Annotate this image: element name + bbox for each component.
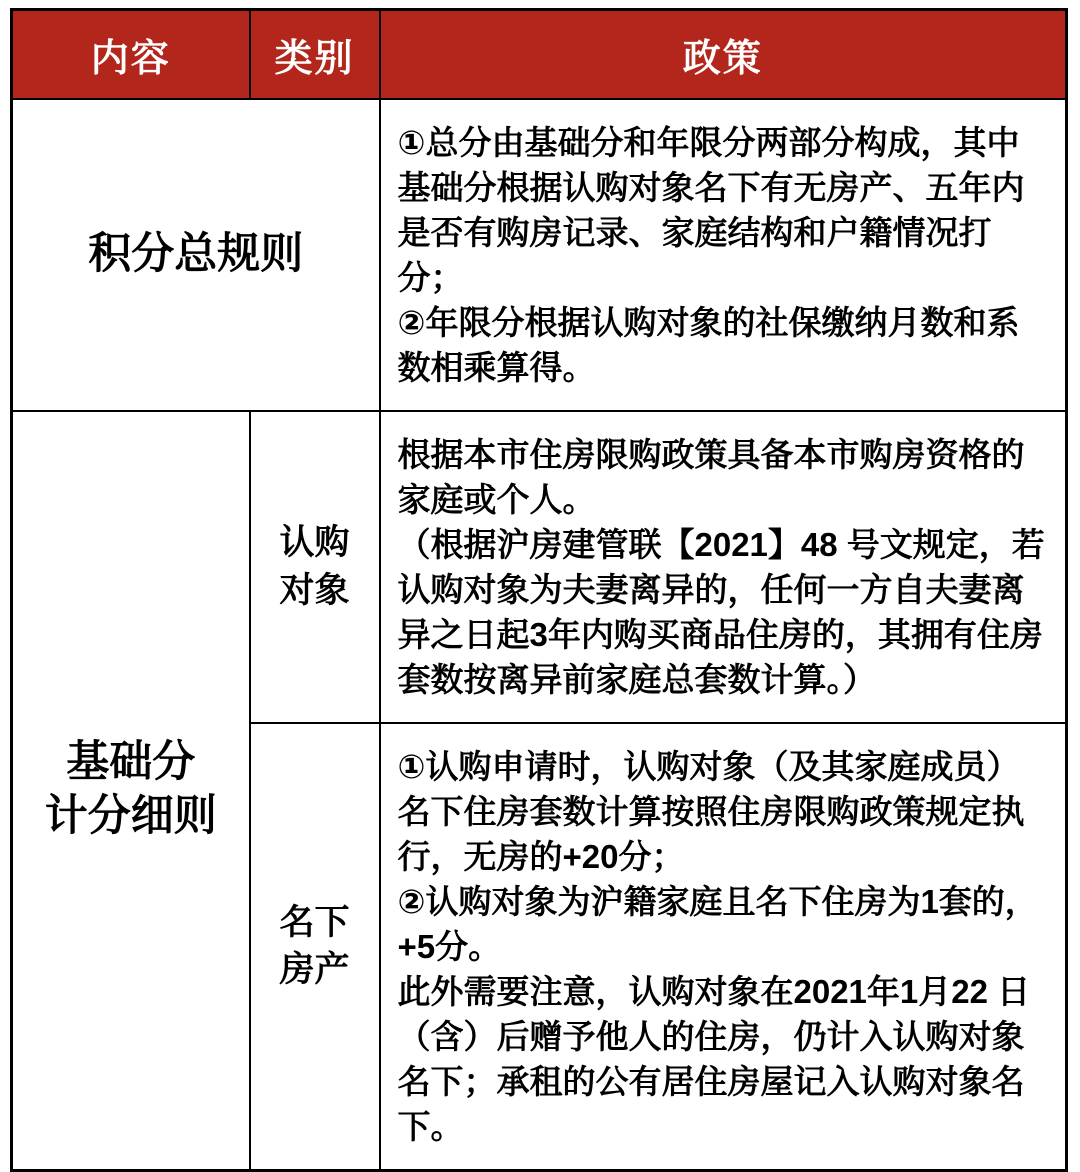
cell-base-score-title (12, 411, 250, 1171)
policy-paragraph: ①认购申请时，认购对象（及其家庭成员）名下住房套数计算按照住房限购政策规定执行，无房的+20分； (397, 747, 1025, 875)
table-header-row (12, 10, 1067, 99)
cell-category-purchase-subject (250, 411, 380, 723)
base-score-title-line2: 计分细则 (44, 792, 217, 840)
header-cell-policy: 政策 (380, 10, 1067, 99)
category-line: 房产 (279, 950, 350, 989)
policy-paragraph: ②年限分根据认购对象的社保缴纳月数和系数相乘算得。 (397, 303, 1020, 386)
category-line: 认购 (279, 523, 350, 563)
header-cell-content: 内容 (12, 10, 250, 99)
cell-owned-property-policy (380, 723, 1067, 1171)
cell-purchase-subject-policy (380, 411, 1067, 723)
policy-paragraph: 此外需要注意，认购对象在2021年1月22 日（含）后赠予他人的住房，仍计入认购对象名下；承租的公有居住房屋记入认购对象名下。 (397, 972, 1031, 1145)
cell-general-rules-title (12, 99, 380, 411)
policy-paragraph: 根据本市住房限购政策具备本市购房资格的家庭或个人。 (397, 435, 1025, 518)
policy-paragraph: ②认购对象为沪籍家庭且名下住房为1套的，+5分。 (397, 882, 1038, 965)
cell-general-rules-policy (380, 99, 1067, 411)
base-score-title-line1: 基础分 (66, 738, 196, 787)
cell-category-owned-property (250, 723, 380, 1171)
row-purchase-subject (12, 411, 1067, 723)
housing-points-policy-table (10, 8, 1068, 1172)
header-cell-category: 类别 (250, 10, 380, 99)
general-rules-title-text: 积分总规则 (88, 229, 304, 278)
category-line: 对象 (279, 570, 350, 610)
category-line: 名下 (279, 902, 350, 942)
policy-paragraph: （根据沪房建管联【2021】48 号文规定，若认购对象为夫妻离异的，任何一方自夫妻离异之日起3年内购买商品住房的，其拥有住房套数按离异前家庭总套数计算。） (397, 525, 1045, 698)
policy-paragraph: ①总分由基础分和年限分两部分构成，其中基础分根据认购对象名下有无房产、五年内是否有购房记录、家庭结构和户籍情况打分； (397, 123, 1025, 296)
row-general-rules (12, 99, 1067, 411)
